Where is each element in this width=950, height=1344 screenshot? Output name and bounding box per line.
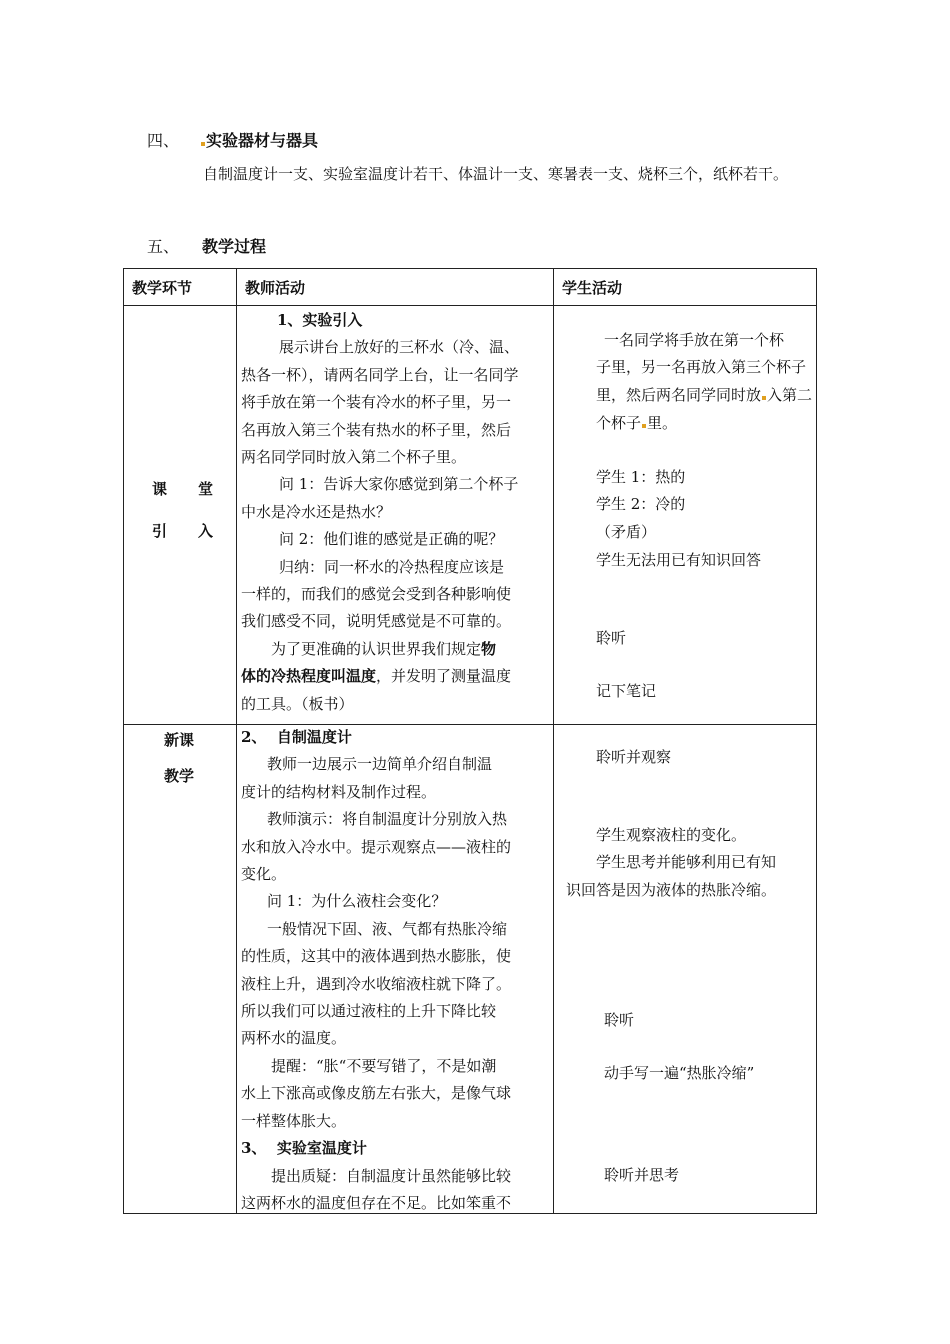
text-line: 聆听并观察 <box>596 748 672 766</box>
text-line: 中水是冷水还是热水？ <box>241 502 392 521</box>
section4-content: 自制温度计一支、实验室温度计若干、体温计一支、寒暑表一支、烧杯三个，纸杯若干。 <box>203 165 789 183</box>
text-line: 将手放在第一个装有冷水的杯子里，另一 <box>241 393 512 412</box>
text-line: 这两杯水的温度但存在不足。比如笨重不 <box>241 1193 512 1212</box>
text-line: 动手写一遍“热胀冷缩” <box>604 1064 755 1082</box>
text-line: 归纳：同一杯水的冷热程度应该是 <box>279 557 505 576</box>
text-line: 提醒：“胀“不要写错了，不是如潮 <box>271 1056 497 1075</box>
text-line: 两名同学同时放入第二个杯子里。 <box>241 448 467 467</box>
text-line: 热各一杯），请两名同学上台，让一名同学 <box>241 365 519 384</box>
text-line: 的性质，这其中的液体遇到热水膨胀，使 <box>241 947 512 966</box>
text-line: 学生 1：热的 <box>596 468 686 486</box>
text-line: 识回答是因为液体的热胀冷缩。 <box>566 881 777 899</box>
text-line: 一样的，而我们的感觉会受到各种影响使 <box>241 585 512 604</box>
text-line: 我们感受不同，说明凭感觉是不可靠的。 <box>241 612 512 631</box>
text-line: 教师一边展示一边简单介绍自制温 <box>267 755 493 774</box>
student-cell-new-lesson <box>554 725 817 1214</box>
stage-char: 入 <box>198 522 214 540</box>
text-line: 变化。 <box>241 865 287 884</box>
text-line: 展示讲台上放好的三杯水（冷、温、 <box>279 338 520 357</box>
heading-homemade-thermometer: 2、 自制温度计 <box>241 728 352 746</box>
text-line: 两杯水的温度。 <box>241 1029 347 1048</box>
text-line: 子里，另一名再放入第三个杯子 <box>596 358 807 376</box>
text-line: 学生无法用已有知识回答 <box>596 551 762 569</box>
text-line: 体的冷热程度叫温度，并发明了测量温度 <box>241 667 512 686</box>
teacher-text-new-lesson <box>241 724 511 1217</box>
table-row <box>124 725 817 1214</box>
stage-label: 教学 <box>164 767 195 785</box>
text-line: 聆听 <box>604 1011 635 1029</box>
text-line: 水和放入冷水中。提示观察点——液柱的 <box>241 837 512 856</box>
text-line: 名再放入第三个装有热水的杯子里，然后 <box>241 420 512 439</box>
text-line: 提出质疑：自制温度计虽然能够比较 <box>271 1166 512 1185</box>
edit-mark-icon <box>201 142 205 146</box>
edit-mark-icon <box>642 424 646 428</box>
text-line: 学生观察液柱的变化。 <box>596 826 747 844</box>
text-line: 的工具。（板书） <box>241 694 354 713</box>
table-header-row <box>124 269 817 306</box>
stage-label: 新课 <box>164 731 195 749</box>
text-line: 问 2：他们谁的感觉是正确的呢？ <box>279 530 504 549</box>
section5-title: 教学过程 <box>202 237 267 256</box>
text-line: 一般情况下固、液、气都有热胀冷缩 <box>267 919 508 938</box>
section4-number: 四、 <box>147 131 180 150</box>
text-line: 为了更准确的认识世界我们规定物 <box>271 639 497 658</box>
section4-title: 实验器材与器具 <box>200 128 318 151</box>
edit-mark-icon <box>762 396 766 400</box>
stage-char: 堂 <box>198 480 214 498</box>
text-line: 一样整体胀大。 <box>241 1111 347 1130</box>
text-line: 个杯子 里。 <box>596 414 678 432</box>
teacher-cell-new-lesson <box>237 725 554 1214</box>
table-row <box>124 306 817 725</box>
stage-char: 课 <box>152 480 168 498</box>
section5-number: 五、 <box>147 237 180 256</box>
heading-experiment-intro: 1、实验引入 <box>277 311 363 329</box>
stage-cell-intro <box>124 306 237 725</box>
text-line: 聆听 <box>596 629 627 647</box>
text-line: 液柱上升，遇到冷水收缩液柱就下降了。 <box>241 974 512 993</box>
text-line: 水上下涨高或像皮筋左右张大，是像气球 <box>241 1084 512 1103</box>
text-line: 学生思考并能够利用已有知 <box>596 853 777 871</box>
text-line: 问 1：告诉大家你感觉到第二个杯子 <box>279 475 519 494</box>
text-line: 问 1：为什么液柱会变化？ <box>267 892 447 911</box>
text-line: 所以我们可以通过液柱的上升下降比较 <box>241 1002 497 1021</box>
teaching-process-table <box>123 268 817 1214</box>
stage-cell-new-lesson <box>124 725 237 1214</box>
teacher-cell-intro <box>237 306 554 725</box>
header-stage: 教学环节 <box>124 269 237 306</box>
header-student: 学生活动 <box>554 269 817 306</box>
student-cell-intro <box>554 306 817 725</box>
text-line: 教师演示：将自制温度计分别放入热 <box>267 810 508 829</box>
stage-char: 引 <box>152 522 168 540</box>
text-line: 记下笔记 <box>596 682 657 700</box>
text-line: 一名同学将手放在第一个杯 <box>604 331 785 349</box>
text-line: （矛盾） <box>596 523 657 541</box>
heading-lab-thermometer: 3、 实验室温度计 <box>241 1139 367 1158</box>
teacher-text-intro <box>241 307 519 718</box>
text-line: 里，然后两名同学同时放 入第二 <box>596 386 813 404</box>
text-line: 聆听并思考 <box>604 1166 680 1184</box>
header-teacher: 教师活动 <box>237 269 554 306</box>
text-line: 学生 2：冷的 <box>596 495 686 513</box>
text-line: 度计的结构材料及制作过程。 <box>241 782 437 801</box>
